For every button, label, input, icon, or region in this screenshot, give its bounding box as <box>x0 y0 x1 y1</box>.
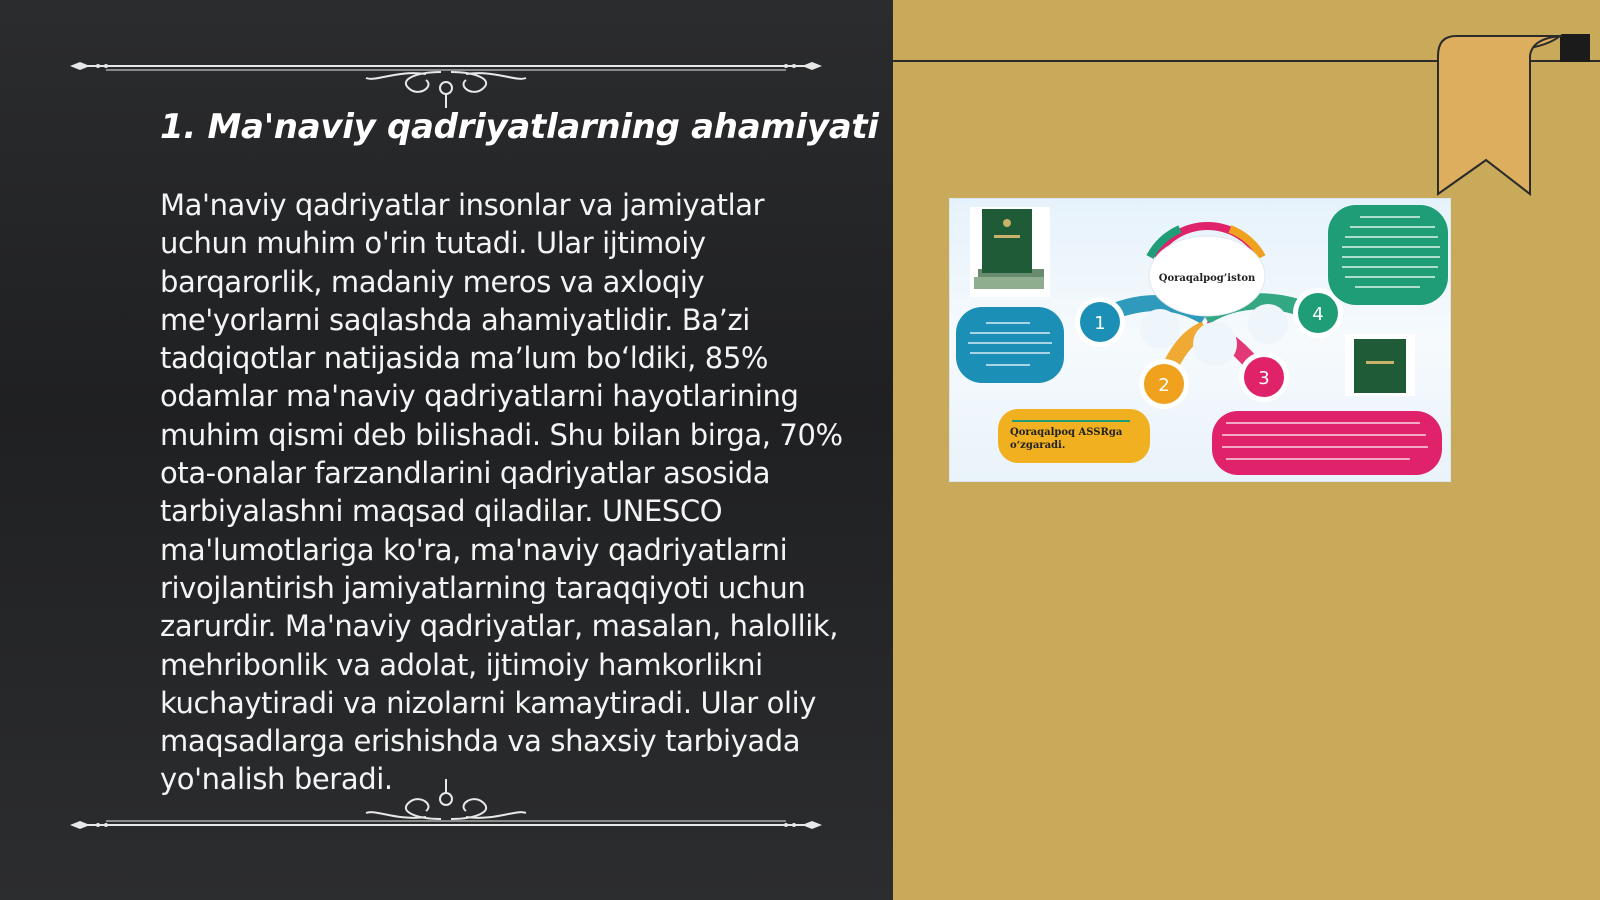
ornament-bottom-icon <box>66 775 826 835</box>
svg-text:3: 3 <box>1258 368 1270 389</box>
step-3-marker <box>1239 352 1289 402</box>
info-box-blue <box>956 307 1064 383</box>
info-box-yellow <box>998 409 1150 463</box>
svg-text:4: 4 <box>1312 304 1324 325</box>
slide-body-text: Ma'naviy qadriyatlar insonlar va jamiyatlar uchun muhim o'rin tutadi. Ular ijtimoiy barqarorlik, madaniy meros va axloqiy me'yorlarni saqlashda ahamiyatlidir. Ba’zi tadqiqotlar natijasida ma’lum bo‘ldiki, 85% odamlar ma'naviy qadriyatlarni hayotlarining muhim qismi deb bilishadi. Shu bilan birga, 70% ota-onalar farzandlarini qadriyatlar asosida tarbiyalashni maqsad qiladilar. UNESCO ma'lumotlariga ko'ra, ma'naviy qadriyatlarni rivojlantirish jamiyatlarning taraqqiyoti uchun zarurdir. Ma'naviy qadriyatlar, masalan, halollik, mehribonlik va adolat, ijtimoiy hamkorlikni kuchaytiradi va nizolarni kamaytiradi. Ular oliy maqsadlarga erishishda va shaxsiy tarbiyada yo'nalish beradi. <box>160 188 843 797</box>
book-small-icon <box>1345 334 1415 396</box>
info-box-teal <box>1328 205 1448 305</box>
infographic-center-label: Qoraqalpog’iston <box>1158 273 1256 284</box>
yellow-box-text: Qoraqalpoq ASSRga o‘zgaradi. <box>1010 427 1123 451</box>
info-box-pink <box>1212 411 1442 475</box>
infographic-image <box>950 199 1450 481</box>
step-1-marker <box>1075 297 1125 347</box>
slide-title: 1. Ma'naviy qadriyatlarning ahamiyati <box>160 107 879 147</box>
infographic-drawing <box>950 199 1450 481</box>
svg-text:2: 2 <box>1158 375 1170 396</box>
svg-text:1: 1 <box>1094 313 1106 334</box>
step-2-marker <box>1139 359 1189 409</box>
book-icon <box>970 207 1050 297</box>
bookmark-ribbon-icon <box>1430 34 1590 204</box>
